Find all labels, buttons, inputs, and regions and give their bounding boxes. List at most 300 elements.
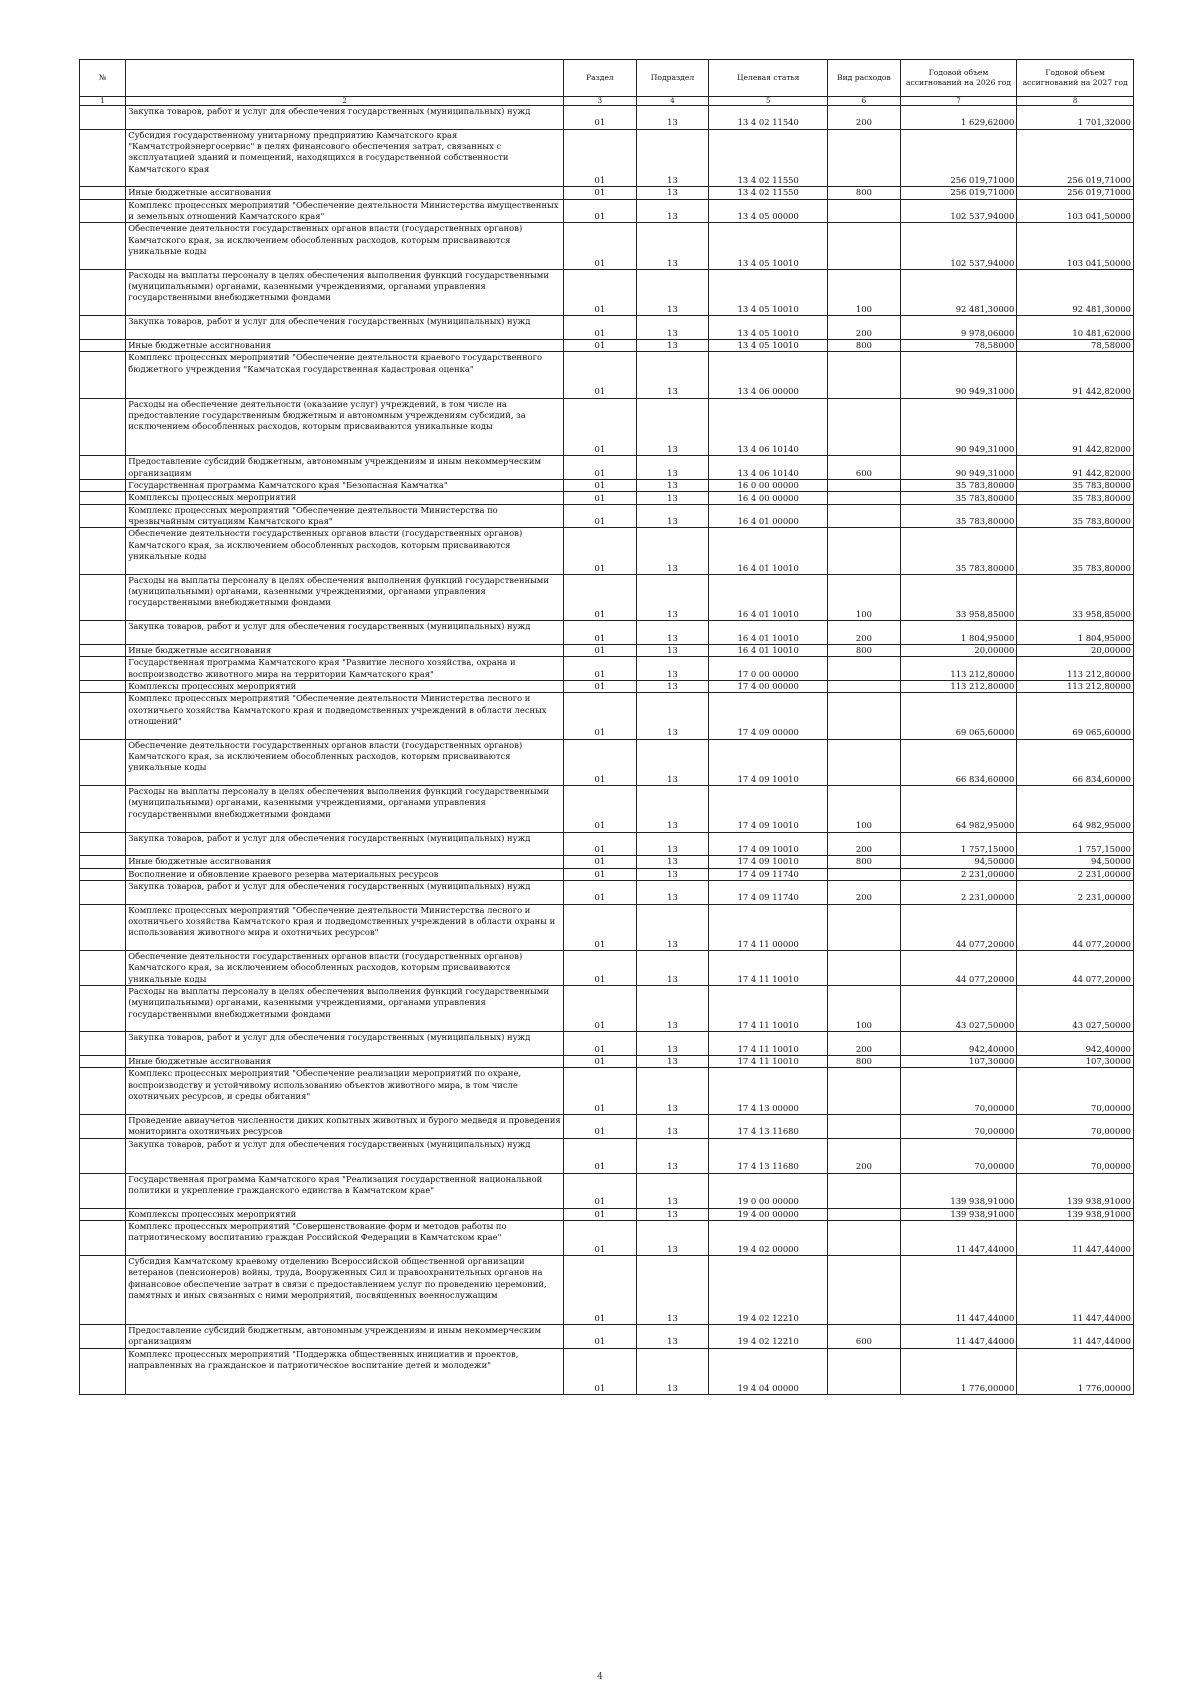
row-number-cell [80,657,126,681]
row-target-article-cell: 17 4 09 10010 [709,832,828,856]
row-name-cell: Закупка товаров, работ и услуг для обеспечения государственных (муниципальных) нужд [126,880,564,904]
row-volume-2027-cell: 256 019,71000 [1017,129,1134,187]
row-podrazdel-cell: 13 [636,1220,709,1255]
row-volume-2026-cell: 44 077,20000 [900,950,1017,985]
row-podrazdel-cell: 13 [636,492,709,504]
row-expense-type-cell [828,480,901,492]
row-volume-2026-cell: 256 019,71000 [900,187,1017,199]
row-number-cell [80,480,126,492]
table-row [80,1255,1134,1324]
row-number-cell [80,786,126,832]
row-volume-2027-cell: 107,30000 [1017,1056,1134,1068]
row-razdel-cell: 01 [564,352,637,398]
row-name-cell: Расходы на выплаты персоналу в целях обеспечения выполнения функций государственными (муниципальными) органами, казенными учреждениями, органами управления государственными внебюджетными фондами [126,574,564,620]
row-name-cell: Закупка товаров, работ и услуг для обеспечения государственных (муниципальных) нужд [126,106,564,130]
table-row [80,456,1134,480]
row-expense-type-cell [828,1114,901,1138]
row-razdel-cell: 01 [564,269,637,315]
row-podrazdel-cell: 13 [636,1173,709,1208]
row-name-cell: Обеспечение деятельности государственных органов власти (государственных органов) Камчатского края, за исключением обособленных расходов, которым присваиваются уникальные коды [126,739,564,785]
row-razdel-cell: 01 [564,504,637,528]
row-podrazdel-cell: 13 [636,316,709,340]
row-number-cell [80,1068,126,1114]
row-target-article-cell: 19 0 00 00000 [709,1173,828,1208]
row-razdel-cell: 01 [564,904,637,950]
row-expense-type-cell [828,739,901,785]
row-expense-type-cell [828,492,901,504]
row-podrazdel-cell: 13 [636,1348,709,1394]
row-target-article-cell: 19 4 00 00000 [709,1208,828,1220]
row-target-article-cell: 13 4 02 11550 [709,129,828,187]
row-expense-type-cell [828,680,901,692]
colnum-8: 8 [1017,97,1134,106]
row-volume-2027-cell: 70,00000 [1017,1068,1134,1114]
row-podrazdel-cell: 13 [636,621,709,645]
row-volume-2027-cell: 942,40000 [1017,1032,1134,1056]
table-row [80,528,1134,574]
row-target-article-cell: 17 4 13 11680 [709,1138,828,1173]
row-name-cell: Государственная программа Камчатского края "Реализация государственной национальной политики и укрепление гражданского единства в Камчатском крае" [126,1173,564,1208]
table-row [80,187,1134,199]
row-expense-type-cell [828,398,901,456]
row-razdel-cell: 01 [564,1032,637,1056]
row-number-cell [80,904,126,950]
row-target-article-cell: 13 4 06 00000 [709,352,828,398]
table-row [80,1056,1134,1068]
table-row [80,880,1134,904]
row-expense-type-cell: 200 [828,1032,901,1056]
row-target-article-cell: 17 4 11 10010 [709,986,828,1032]
row-volume-2027-cell: 103 041,50000 [1017,223,1134,269]
row-volume-2026-cell: 1 804,95000 [900,621,1017,645]
row-number-cell [80,504,126,528]
row-razdel-cell: 01 [564,187,637,199]
row-podrazdel-cell: 13 [636,187,709,199]
row-number-cell [80,693,126,739]
row-razdel-cell: 01 [564,574,637,620]
row-volume-2026-cell: 139 938,91000 [900,1173,1017,1208]
row-name-cell: Обеспечение деятельности государственных органов власти (государственных органов) Камчатского края, за исключением обособленных расходов, которым присваиваются уникальные коды [126,950,564,985]
header-no: № [80,60,126,97]
row-podrazdel-cell: 13 [636,904,709,950]
row-volume-2026-cell: 69 065,60000 [900,693,1017,739]
row-podrazdel-cell: 13 [636,528,709,574]
row-razdel-cell: 01 [564,223,637,269]
colnum-5: 5 [709,97,828,106]
table-row [80,657,1134,681]
row-podrazdel-cell: 13 [636,644,709,656]
row-volume-2027-cell: 139 938,91000 [1017,1208,1134,1220]
row-volume-2027-cell: 35 783,80000 [1017,492,1134,504]
colnum-3: 3 [564,97,637,106]
row-name-cell: Государственная программа Камчатского края "Развитие лесного хозяйства, охрана и воспроизводство животного мира на территории Камчатского края" [126,657,564,681]
row-podrazdel-cell: 13 [636,456,709,480]
table-row [80,680,1134,692]
row-razdel-cell: 01 [564,1348,637,1394]
table-row [80,693,1134,739]
row-expense-type-cell [828,129,901,187]
row-expense-type-cell: 800 [828,644,901,656]
row-volume-2027-cell: 92 481,30000 [1017,269,1134,315]
row-razdel-cell: 01 [564,480,637,492]
row-name-cell: Обеспечение деятельности государственных органов власти (государственных органов) Камчатского края, за исключением обособленных расходов, которым присваиваются уникальные коды [126,528,564,574]
row-name-cell: Иные бюджетные ассигнования [126,644,564,656]
row-number-cell [80,868,126,880]
row-razdel-cell: 01 [564,832,637,856]
row-volume-2026-cell: 70,00000 [900,1138,1017,1173]
row-podrazdel-cell: 13 [636,1032,709,1056]
row-volume-2027-cell: 10 481,62000 [1017,316,1134,340]
row-expense-type-cell: 200 [828,880,901,904]
row-expense-type-cell: 800 [828,187,901,199]
row-name-cell: Комплекс процессных мероприятий "Обеспечение деятельности Министерства имущественных и земельных отношений Камчатского края" [126,199,564,223]
row-podrazdel-cell: 13 [636,269,709,315]
row-razdel-cell: 01 [564,1056,637,1068]
row-number-cell [80,621,126,645]
row-target-article-cell: 19 4 04 00000 [709,1348,828,1394]
row-volume-2027-cell: 1 701,32000 [1017,106,1134,130]
row-podrazdel-cell: 13 [636,1114,709,1138]
row-razdel-cell: 01 [564,106,637,130]
row-volume-2027-cell: 33 958,85000 [1017,574,1134,620]
row-razdel-cell: 01 [564,456,637,480]
row-volume-2026-cell: 94,50000 [900,856,1017,868]
row-number-cell [80,398,126,456]
table-body [80,106,1134,1395]
row-volume-2027-cell: 64 982,95000 [1017,786,1134,832]
row-number-cell [80,1325,126,1349]
row-name-cell: Комплекс процессных мероприятий "Обеспечение деятельности Министерства лесного и охотничьего хозяйства Камчатского края и подведомственных учреждений в области охраны и использования животного мира и охотничьих ресурсов" [126,904,564,950]
row-podrazdel-cell: 13 [636,1068,709,1114]
row-name-cell: Предоставление субсидий бюджетным, автономным учреждениям и иным некоммерческим организациям [126,456,564,480]
table-row [80,1348,1134,1394]
row-number-cell [80,880,126,904]
table-row [80,223,1134,269]
row-volume-2026-cell: 2 231,00000 [900,880,1017,904]
row-number-cell [80,1056,126,1068]
row-volume-2026-cell: 70,00000 [900,1114,1017,1138]
table-row [80,644,1134,656]
row-podrazdel-cell: 13 [636,657,709,681]
row-target-article-cell: 17 4 09 10010 [709,856,828,868]
row-podrazdel-cell: 13 [636,950,709,985]
row-podrazdel-cell: 13 [636,1056,709,1068]
row-podrazdel-cell: 13 [636,223,709,269]
row-podrazdel-cell: 13 [636,199,709,223]
row-volume-2027-cell: 11 447,44000 [1017,1325,1134,1349]
row-razdel-cell: 01 [564,1068,637,1114]
table-row [80,950,1134,985]
row-expense-type-cell [828,504,901,528]
row-number-cell [80,1255,126,1324]
row-target-article-cell: 17 4 11 10010 [709,950,828,985]
row-razdel-cell: 01 [564,1255,637,1324]
row-volume-2026-cell: 1 757,15000 [900,832,1017,856]
row-volume-2026-cell: 11 447,44000 [900,1325,1017,1349]
row-razdel-cell: 01 [564,339,637,351]
row-volume-2026-cell: 35 783,80000 [900,504,1017,528]
row-name-cell: Комплексы процессных мероприятий [126,680,564,692]
table-row [80,856,1134,868]
table-row [80,129,1134,187]
table-row [80,904,1134,950]
row-name-cell: Комплексы процессных мероприятий [126,1208,564,1220]
colnum-4: 4 [636,97,709,106]
row-target-article-cell: 13 4 05 10010 [709,316,828,340]
row-podrazdel-cell: 13 [636,986,709,1032]
row-number-cell [80,1348,126,1394]
row-podrazdel-cell: 13 [636,398,709,456]
row-name-cell: Расходы на выплаты персоналу в целях обеспечения выполнения функций государственными (муниципальными) органами, казенными учреждениями, органами управления государственными внебюджетными фондами [126,986,564,1032]
row-volume-2027-cell: 256 019,71000 [1017,187,1134,199]
row-volume-2027-cell: 139 938,91000 [1017,1173,1134,1208]
row-volume-2027-cell: 66 834,60000 [1017,739,1134,785]
row-volume-2026-cell: 102 537,94000 [900,199,1017,223]
row-volume-2026-cell: 107,30000 [900,1056,1017,1068]
row-razdel-cell: 01 [564,621,637,645]
row-target-article-cell: 17 4 13 11680 [709,1114,828,1138]
row-name-cell: Закупка товаров, работ и услуг для обеспечения государственных (муниципальных) нужд [126,1138,564,1173]
row-volume-2026-cell: 90 949,31000 [900,456,1017,480]
row-podrazdel-cell: 13 [636,1208,709,1220]
row-podrazdel-cell: 13 [636,739,709,785]
row-name-cell: Иные бюджетные ассигнования [126,856,564,868]
row-target-article-cell: 17 4 09 11740 [709,880,828,904]
row-volume-2027-cell: 91 442,82000 [1017,398,1134,456]
row-volume-2026-cell: 78,58000 [900,339,1017,351]
row-volume-2027-cell: 69 065,60000 [1017,693,1134,739]
row-target-article-cell: 19 4 02 12210 [709,1325,828,1349]
table-row [80,199,1134,223]
row-razdel-cell: 01 [564,199,637,223]
colnum-2: 2 [126,97,564,106]
row-name-cell: Расходы на обеспечение деятельности (оказание услуг) учреждений, в том числе на предоставление государственным бюджетным и автономным учреждениям субсидий, за исключением обособленных расходов, которым присваиваются уникальные коды [126,398,564,456]
row-expense-type-cell [828,693,901,739]
colnum-7: 7 [900,97,1017,106]
row-target-article-cell: 16 0 00 00000 [709,480,828,492]
row-expense-type-cell [828,1173,901,1208]
row-volume-2026-cell: 35 783,80000 [900,492,1017,504]
row-number-cell [80,492,126,504]
row-expense-type-cell [828,1255,901,1324]
table-header-row [80,60,1134,97]
table-row [80,868,1134,880]
row-podrazdel-cell: 13 [636,880,709,904]
table-row [80,352,1134,398]
row-name-cell: Комплекс процессных мероприятий "Обеспечение деятельности Министерства по чрезвычайным ситуациям Камчатского края" [126,504,564,528]
row-expense-type-cell: 800 [828,339,901,351]
row-volume-2026-cell: 35 783,80000 [900,480,1017,492]
row-volume-2027-cell: 1 804,95000 [1017,621,1134,645]
row-target-article-cell: 19 4 02 12210 [709,1255,828,1324]
row-number-cell [80,528,126,574]
row-target-article-cell: 13 4 02 11540 [709,106,828,130]
row-number-cell [80,187,126,199]
row-expense-type-cell: 100 [828,786,901,832]
row-target-article-cell: 17 4 00 00000 [709,680,828,692]
row-number-cell [80,950,126,985]
row-volume-2027-cell: 2 231,00000 [1017,880,1134,904]
row-volume-2026-cell: 942,40000 [900,1032,1017,1056]
row-razdel-cell: 01 [564,1208,637,1220]
row-volume-2027-cell: 43 027,50000 [1017,986,1134,1032]
row-volume-2027-cell: 103 041,50000 [1017,199,1134,223]
row-volume-2027-cell: 44 077,20000 [1017,950,1134,985]
row-volume-2027-cell: 70,00000 [1017,1138,1134,1173]
row-expense-type-cell [828,1068,901,1114]
table-row [80,1325,1134,1349]
row-expense-type-cell: 600 [828,1325,901,1349]
row-name-cell: Иные бюджетные ассигнования [126,339,564,351]
row-name-cell: Субсидия государственному унитарному предприятию Камчатского края "Камчатстройэнергосервис" в целях финансового обеспечения затрат, связанных с эксплуатацией зданий и помещений, находящихся в государственной собственности Камчатского края [126,129,564,187]
row-razdel-cell: 01 [564,492,637,504]
row-podrazdel-cell: 13 [636,680,709,692]
row-target-article-cell: 16 4 01 10010 [709,621,828,645]
row-target-article-cell: 13 4 05 10010 [709,339,828,351]
table-row [80,986,1134,1032]
row-razdel-cell: 01 [564,528,637,574]
row-target-article-cell: 13 4 05 10010 [709,223,828,269]
row-target-article-cell: 17 4 09 11740 [709,868,828,880]
row-expense-type-cell: 100 [828,986,901,1032]
row-number-cell [80,1032,126,1056]
row-number-cell [80,574,126,620]
row-volume-2026-cell: 33 958,85000 [900,574,1017,620]
row-podrazdel-cell: 13 [636,856,709,868]
row-volume-2027-cell: 2 231,00000 [1017,868,1134,880]
row-number-cell [80,269,126,315]
row-name-cell: Комплексы процессных мероприятий [126,492,564,504]
row-expense-type-cell: 200 [828,621,901,645]
table-row [80,480,1134,492]
row-expense-type-cell [828,1348,901,1394]
row-name-cell: Комплекс процессных мероприятий "Поддержка общественных инициатив и проектов, направленных на гражданское и патриотическое воспитание детей и молодежи" [126,1348,564,1394]
row-volume-2026-cell: 1 629,62000 [900,106,1017,130]
row-name-cell: Иные бюджетные ассигнования [126,1056,564,1068]
table-row [80,1068,1134,1114]
row-target-article-cell: 13 4 02 11550 [709,187,828,199]
row-podrazdel-cell: 13 [636,339,709,351]
row-expense-type-cell [828,904,901,950]
row-name-cell: Комплекс процессных мероприятий "Совершенствование форм и методов работы по патриотическому воспитанию граждан Российской Федерации в Камчатском крае" [126,1220,564,1255]
row-name-cell: Предоставление субсидий бюджетным, автономным учреждениям и иным некоммерческим организациям [126,1325,564,1349]
row-target-article-cell: 16 4 01 10010 [709,644,828,656]
row-podrazdel-cell: 13 [636,480,709,492]
row-expense-type-cell: 200 [828,1138,901,1173]
colnum-1: 1 [80,97,126,106]
row-volume-2026-cell: 20,00000 [900,644,1017,656]
row-target-article-cell: 17 4 11 00000 [709,904,828,950]
table-row [80,1220,1134,1255]
row-volume-2026-cell: 66 834,60000 [900,739,1017,785]
row-target-article-cell: 13 4 05 00000 [709,199,828,223]
row-volume-2026-cell: 44 077,20000 [900,904,1017,950]
row-number-cell [80,1173,126,1208]
table-row [80,492,1134,504]
budget-table-sheet [79,59,1134,1395]
row-name-cell: Закупка товаров, работ и услуг для обеспечения государственных (муниципальных) нужд [126,832,564,856]
row-target-article-cell: 13 4 06 10140 [709,456,828,480]
row-razdel-cell: 01 [564,657,637,681]
row-podrazdel-cell: 13 [636,106,709,130]
row-name-cell: Закупка товаров, работ и услуг для обеспечения государственных (муниципальных) нужд [126,621,564,645]
row-podrazdel-cell: 13 [636,129,709,187]
table-row [80,574,1134,620]
row-number-cell [80,316,126,340]
table-row [80,1208,1134,1220]
table-row [80,621,1134,645]
row-volume-2026-cell: 64 982,95000 [900,786,1017,832]
row-volume-2027-cell: 44 077,20000 [1017,904,1134,950]
row-number-cell [80,1138,126,1173]
row-target-article-cell: 16 4 01 10010 [709,574,828,620]
row-expense-type-cell: 800 [828,1056,901,1068]
row-podrazdel-cell: 13 [636,693,709,739]
row-number-cell [80,680,126,692]
row-target-article-cell: 17 4 09 10010 [709,786,828,832]
table-row [80,316,1134,340]
row-expense-type-cell: 100 [828,269,901,315]
row-expense-type-cell [828,950,901,985]
header-podrazdel: Подраздел [636,60,709,97]
row-razdel-cell: 01 [564,129,637,187]
row-volume-2027-cell: 35 783,80000 [1017,528,1134,574]
row-number-cell [80,106,126,130]
row-number-cell [80,856,126,868]
row-volume-2026-cell: 92 481,30000 [900,269,1017,315]
row-expense-type-cell [828,1208,901,1220]
row-expense-type-cell: 200 [828,106,901,130]
row-expense-type-cell: 200 [828,316,901,340]
table-row [80,1138,1134,1173]
row-name-cell: Государственная программа Камчатского края "Безопасная Камчатка" [126,480,564,492]
row-razdel-cell: 01 [564,1138,637,1173]
row-name-cell: Комплекс процессных мероприятий "Обеспечение реализации мероприятий по охране, воспроизводству и устойчивому использованию объектов животного мира, в том числе охотничьих ресурсов, и среды обитания" [126,1068,564,1114]
row-volume-2026-cell: 70,00000 [900,1068,1017,1114]
header-volume-2026: Годовой объем ассигнований на 2026 год [900,60,1017,97]
row-razdel-cell: 01 [564,950,637,985]
row-volume-2027-cell: 11 447,44000 [1017,1220,1134,1255]
row-name-cell: Расходы на выплаты персоналу в целях обеспечения выполнения функций государственными (муниципальными) органами, казенными учреждениями, органами управления государственными внебюджетными фондами [126,786,564,832]
row-name-cell: Субсидия Камчатскому краевому отделению Всероссийской общественной организации ветеранов (пенсионеров) войны, труда, Вооруженных Сил и правоохранительных органов на финансовое обеспечение затрат в связи с предоставлением услуг по проведению церемоний, памятных и иных связанных с ними мероприятий, посвященных военнослужащим [126,1255,564,1324]
row-name-cell: Обеспечение деятельности государственных органов власти (государственных органов) Камчатского края, за исключением обособленных расходов, которым присваиваются уникальные коды [126,223,564,269]
row-razdel-cell: 01 [564,1114,637,1138]
row-name-cell: Проведение авиаучетов численности диких копытных животных и бурого медведя и проведения мониторинга охотничьих ресурсов [126,1114,564,1138]
header-razdel: Раздел [564,60,637,97]
row-name-cell: Иные бюджетные ассигнования [126,187,564,199]
budget-table [79,59,1134,1395]
row-volume-2026-cell: 113 212,80000 [900,657,1017,681]
row-podrazdel-cell: 13 [636,1325,709,1349]
row-expense-type-cell: 200 [828,832,901,856]
row-number-cell [80,739,126,785]
row-podrazdel-cell: 13 [636,574,709,620]
table-row [80,504,1134,528]
row-razdel-cell: 01 [564,786,637,832]
row-razdel-cell: 01 [564,1325,637,1349]
row-razdel-cell: 01 [564,739,637,785]
row-name-cell: Расходы на выплаты персоналу в целях обеспечения выполнения функций государственными (муниципальными) органами, казенными учреждениями, органами управления государственными внебюджетными фондами [126,269,564,315]
header-expense-type: Вид расходов [828,60,901,97]
row-target-article-cell: 17 4 09 00000 [709,693,828,739]
row-target-article-cell: 13 4 05 10010 [709,269,828,315]
row-volume-2027-cell: 78,58000 [1017,339,1134,351]
table-row [80,398,1134,456]
table-row [80,832,1134,856]
row-volume-2027-cell: 1 776,00000 [1017,1348,1134,1394]
row-number-cell [80,832,126,856]
row-volume-2027-cell: 94,50000 [1017,856,1134,868]
